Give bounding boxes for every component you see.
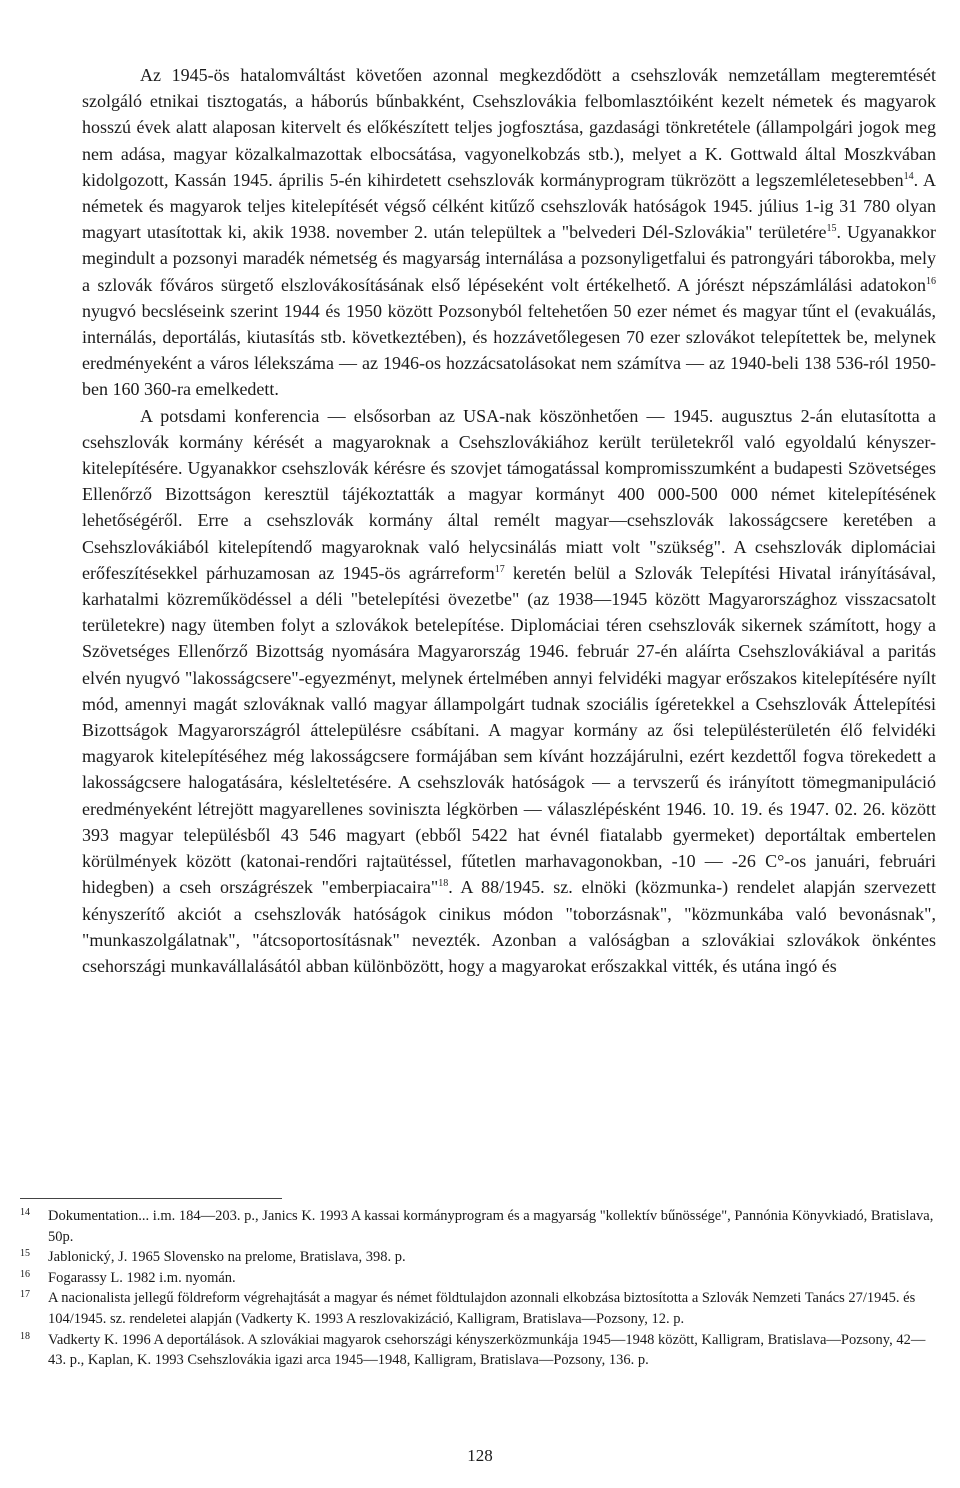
footnote-14 (20, 1206, 940, 1247)
footnote-17 (20, 1288, 940, 1329)
footnote-text: Fogarassy L. 1982 i.m. nyomán. (48, 1269, 236, 1286)
footnote-number: 14 (20, 1207, 30, 1218)
footnote-ref-17[interactable]: 17 (494, 563, 505, 575)
footnote-16 (20, 1268, 940, 1289)
paragraph-2-text: A potsdami konferencia — elsősorban az USA-nak köszönhetően — 1945. augusztus 2-án elutasította a csehszlovák kormány kérését a magyaroknak a Csehszlovákiához került területekről való egyoldalú kényszer-kitelepítésére. Ugyanakkor csehszlovák kérésre és szovjet támogatással kompromisszumként a budapesti Szövetséges Ellenőrző Bizottságon keresztül tájékoztatták a magyar kormányt 400 000-500 000 német kitelepítésének lehetőségéről. Erre a csehszlovák kormány által remélt magyar—csehszlovák lakosságcsere keretében a Csehszlovákiából kitelepítendő magyaroknak való helycsinálás miatt volt "szükség". A csehszlovák diplomáciai erőfeszítésekkel párhuzamosan az 1945-ös agrárreform (82, 405, 936, 583)
footnote-number: 15 (20, 1248, 30, 1260)
footnote-text: A nacionalista jellegű földreform végrehajtását a magyar és német földtulajdon azonnali elkobzása biztosította a Szlovák Nemzeti Tanács 27/1945. és 104/1945. sz. rendeletei alapján (Vadkerty K. 1993 A reszlovakizáció, Kalligram, Bratislava—Pozsony, 12. p. (48, 1290, 916, 1327)
footnote-text: Dokumentation... i.m. 184—203. p., Janics K. 1993 A kassai kormányprogram és a magyarság "kollektív bűnössége", Pannónia Könyvkiadó, Bratislava, 50p. (48, 1208, 934, 1245)
footnote-15 (20, 1247, 940, 1268)
footnotes (20, 1206, 940, 1371)
paragraph-2-text: . A 88/1945. sz. elnöki (közmunka-) rendelet alapján szervezett kényszerítő akciót a csehszlovák hatóságok cinikus módon "toborzásnak", "közmunkába való bevonásnak", "munkaszolgálatnak", "átcsoportosításnak" nevezték. Azonban a valóságban a szlovákiai szlovákok önkéntes csehországi munkavállalásától abban különbözött, hogy a magyarokat erőszakkal vitték, és utána ingó és (82, 877, 937, 976)
footnote-separator (20, 1198, 282, 1199)
footnote-number: 18 (20, 1330, 30, 1342)
footnote-18 (20, 1330, 940, 1371)
footnote-number: 16 (20, 1268, 30, 1280)
paragraph-2-text: keretén belül a Szlovák Telepítési Hivatal irányításával, karhatalmi közreműködéssel a déli "betelepítési övezetbe" (az 1938—1945 között Magyarországhoz visszacsatolt területekre) nagy ütemben folyt a szlovákok betelepítése. Diplomáciai téren csehszlovák sikernek számított, hogy a Szövetséges Ellenőrző Bizottság nyomására Magyarország 1946. február 27-én aláírta Csehszlovákiával a paritás elvén nyugvó "lakosságcsere"-egyezményt, melynek értelmében annyi felvidéki magyar erőszakos kitelepítésére nyílt mód, amennyi magát szlováknak valló magyar állampolgárt tudnak szociális ígéretekkel a Csehszlovák Áttelepítési Bizottságok Magyarországról áttelepülésre csábítani. A magyar kormány az ősi településterületén élő felvidéki magyarok kitelepítéséhez még lakosságcsere formájában sem kívánt hozzájárulni, ezért kezdettől fogva törekedett a lakosságcsere halogatására, késleltetésére. A csehszlovák hatóságok — a tervszerű és irányított tömegmanipuláció eredményeként létrejött magyarellenes soviniszta légkörben — válaszlépésként 1946. 10. 19. és 1947. 02. 26. között 393 magyar településből 43 546 magyart (ebből 5422 hat évnél fiatalabb gyermeket) deportáltak embertelen körülmények között (katonai-rendőri rajtaütéssel, fűtetlen marhavagonokban, -10 — -26 C°-os januári, februári hidegben) a cseh országrészek "emberpiacaira" (82, 562, 937, 898)
paragraph-1-text: . A németek és magyarok teljes kitelepítését végső célként kitűző csehszlovák hatóságok 1945. július 1-ig 31 780 olyan magyart utasítottak ki, akik 1938. november 2. után települtek a "belvederi Dél-Szlovákia" területére (82, 169, 936, 243)
body-text (82, 62, 936, 979)
paragraph-1 (82, 62, 936, 403)
page-number: 128 (467, 1446, 493, 1465)
footnote-ref-15[interactable]: 15 (826, 223, 837, 235)
footnote-ref-16[interactable]: 16 (926, 275, 936, 287)
footnote-text: Jablonický, J. 1965 Slovensko na prelome, Bratislava, 398. p. (48, 1249, 406, 1266)
footnote-number: 17 (20, 1289, 30, 1301)
footnote-text: Vadkerty K. 1996 A deportálások. A szlovákiai magyarok csehországi kényszerközmunkája 1945—1948 között, Kalligram, Bratislava—Pozsony, 42—43. p., Kaplan, K. 1993 Csehszlovákia igazi arca 1945—1948, Kalligram, Bratislava—Pozsony, 136. p. (48, 1331, 926, 1369)
footnote-ref-14[interactable]: 14 (903, 170, 914, 182)
paragraph-1-text: Az 1945-ös hatalomváltást követően azonnal megkezdődött a csehszlovák nemzetállam megteremtését szolgáló etnikai tisztogatás, a háborús bűnbakként, Csehszlovákia felbomlasztóiként kezelt németek és magyarok hosszú évek alatt alaposan kitervelt és előkészített teljes jogfosztása, gazdasági tönkretétele (állampolgári jogok meg nem adása, magyar közalkalmazottak elbocsátása, vagyonelkobzás stb.), melyet a K. Gottwald által Moszkvában kidolgozott, Kassán 1945. április 5-én kihirdetett csehszlovák kormányprogram tükrözött a legszemléletesebben (82, 65, 936, 190)
paragraph-2 (82, 403, 936, 979)
footnote-ref-18[interactable]: 18 (438, 878, 449, 890)
paragraph-1-text: nyugvó becsléseink szerint 1944 és 1950 között Pozsonyból feltehetően 50 ezer német és magyar tűnt el (evakuálás, internálás, deportálás, kiutasítás stb. következtében), és hozzávetőlegesen 70 ezer szlovákot telepítettek be, melynek eredményeként a város lélekszáma — az 1946-os hozzácsatolásokat nem számítva — az 1940-beli 138 536-ról 1950-ben 160 360-ra emelkedett. (82, 300, 936, 400)
paragraph-1-text: . Ugyanakkor megindult a pozsonyi maradék németség és magyarság internálása a pozsonyligetfalui és patrongyári táborokba, mely a szlovák főváros sürgető elszlovákosításának első lépéseként volt értékelhető. A jórészt népszámlálási adatokon (82, 222, 936, 295)
